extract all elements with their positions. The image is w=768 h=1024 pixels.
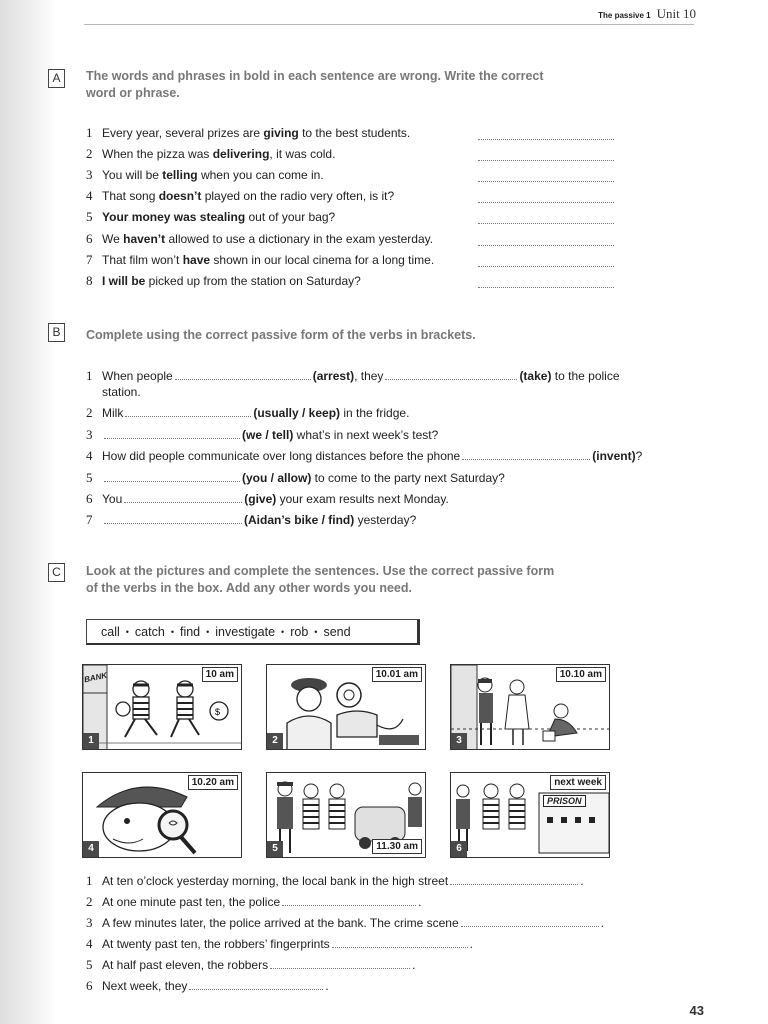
answer-gap[interactable] <box>462 450 590 460</box>
section-c-item-6 <box>86 979 329 993</box>
answer-gap[interactable] <box>189 980 323 990</box>
item-number: 1 <box>86 873 93 888</box>
answer-gap[interactable] <box>332 938 468 948</box>
item-number: 3 <box>86 167 93 182</box>
item-text: allowed to use a dictionary in the exam yesterday. <box>165 232 434 246</box>
answer-gap[interactable] <box>450 875 578 885</box>
section-a-rubric <box>86 68 626 102</box>
item-text: At twenty past ten, the robbers’ fingerprints <box>102 937 330 951</box>
item-text: picked up from the station on Saturday? <box>145 274 361 288</box>
answer-gap[interactable] <box>461 917 599 927</box>
picture-6-number: 6 <box>451 841 467 857</box>
item-text: . <box>325 979 329 993</box>
answer-gap[interactable] <box>175 370 311 380</box>
item-text: to the police <box>551 369 620 383</box>
section-b-badge: B <box>48 323 65 342</box>
item-number: 5 <box>86 957 93 972</box>
item-text: Milk <box>102 406 124 420</box>
section-c-item-4 <box>86 937 473 951</box>
picture-3-time: 10.10 am <box>556 667 606 682</box>
item-wrong-phrase: have <box>182 253 211 267</box>
section-c-rubric <box>86 563 626 597</box>
section-b-item-7 <box>86 513 416 527</box>
picture-6-prison <box>450 772 610 858</box>
section-c-item-2 <box>86 895 421 909</box>
item-text: , they <box>354 369 384 383</box>
answer-line[interactable] <box>478 181 614 182</box>
item-text: At half past eleven, the robbers <box>102 958 269 972</box>
item-text: At one minute past ten, the police <box>102 895 281 909</box>
item-text: When the pizza was <box>102 147 213 161</box>
item-number: 6 <box>86 491 93 506</box>
item-text: . <box>600 916 604 930</box>
word-box-word: call <box>101 624 120 639</box>
picture-1-number: 1 <box>83 733 99 749</box>
item-wrong-phrase: delivering <box>212 147 270 161</box>
item-text: You <box>102 492 123 506</box>
section-a-item-1 <box>86 126 410 140</box>
section-a-rubric-line1: The words and phrases in bold in each sentence are wrong. Write the correct <box>86 69 544 83</box>
item-text: . <box>580 874 584 888</box>
item-text: That film won’t <box>102 253 183 267</box>
item-text: out of your bag? <box>245 210 336 224</box>
item-text: When people <box>102 369 173 383</box>
item-wrong-phrase: giving <box>263 126 299 140</box>
item-number: 6 <box>86 231 93 246</box>
item-number: 5 <box>86 209 93 224</box>
item-number: 6 <box>86 978 93 993</box>
word-box-word: find <box>179 624 201 639</box>
item-text: At ten o’clock yesterday morning, the local bank in the high street <box>102 874 449 888</box>
item-text: . <box>469 937 474 951</box>
answer-gap[interactable] <box>104 514 242 524</box>
section-a-item-7 <box>86 253 434 267</box>
answer-gap[interactable] <box>282 896 416 906</box>
svg-text:$: $ <box>215 707 221 717</box>
running-head-topic: The passive 1 <box>598 11 651 20</box>
answer-gap[interactable] <box>385 370 517 380</box>
section-a-item-8 <box>86 274 361 288</box>
item-text: to come to the party next Saturday? <box>311 471 505 485</box>
section-a-item-2 <box>86 147 335 161</box>
picture-5-time: 11.30 am <box>372 839 422 854</box>
answer-line[interactable] <box>478 202 614 203</box>
answer-gap[interactable] <box>270 959 410 969</box>
word-separator: • <box>170 626 174 637</box>
picture-4-number: 4 <box>83 841 99 857</box>
item-number: 1 <box>86 368 93 383</box>
section-a-item-5 <box>86 210 335 224</box>
picture-3-crime-scene <box>450 664 610 750</box>
item-number: 5 <box>86 470 93 485</box>
section-c-badge: C <box>48 563 65 582</box>
section-a-item-3 <box>86 168 324 182</box>
item-number: 8 <box>86 273 93 288</box>
page-number: 43 <box>689 1003 704 1018</box>
running-head-unit: Unit 10 <box>656 6 696 21</box>
verb-prompt: (you / allow) <box>242 471 312 485</box>
item-number: 7 <box>86 512 93 527</box>
item-text: You will be <box>102 168 163 182</box>
running-head <box>598 6 696 22</box>
item-wrong-phrase: telling <box>162 168 198 182</box>
item-text: shown in our local cinema for a long time. <box>210 253 435 267</box>
item-number: 3 <box>86 915 93 930</box>
item-number: 7 <box>86 252 93 267</box>
section-c-item-3 <box>86 916 604 930</box>
section-b-rubric: Complete using the correct passive form of the verbs in brackets. <box>86 328 476 342</box>
picture-2-phone-call <box>266 664 426 750</box>
item-number: 3 <box>86 427 93 442</box>
item-number: 4 <box>86 936 93 951</box>
picture-3-number: 3 <box>451 733 467 749</box>
word-separator: • <box>206 626 210 637</box>
picture-6-time: next week <box>550 775 606 790</box>
item-wrong-phrase: haven’t <box>123 232 166 246</box>
item-text: to the best students. <box>298 126 411 140</box>
section-c-item-1 <box>86 874 584 888</box>
answer-line[interactable] <box>478 287 614 288</box>
section-a-badge: A <box>48 69 65 88</box>
section-b-item-5 <box>86 471 505 485</box>
section-b-item-4 <box>86 449 642 463</box>
section-a-item-6 <box>86 232 433 246</box>
item-wrong-phrase: doesn’t <box>158 189 202 203</box>
item-text: Next week, they <box>102 979 188 993</box>
item-text: That song <box>102 189 159 203</box>
item-text: in the fridge. <box>340 406 410 420</box>
answer-line[interactable] <box>478 223 614 224</box>
word-box-word: rob <box>290 624 309 639</box>
answer-line[interactable] <box>478 245 614 246</box>
item-number: 4 <box>86 188 93 203</box>
answer-line[interactable] <box>478 266 614 267</box>
verb-prompt: (Aidan’s bike / find) <box>244 513 355 527</box>
answer-line[interactable] <box>478 160 614 161</box>
section-b-item-1 <box>86 369 620 383</box>
prison-sign: PRISON <box>543 795 586 807</box>
item-text: We <box>102 232 124 246</box>
section-b-item-3 <box>86 428 438 442</box>
word-box-word: catch <box>134 624 165 639</box>
word-box <box>86 619 420 645</box>
section-a-item-4 <box>86 189 394 203</box>
picture-2-number: 2 <box>267 733 283 749</box>
word-separator: • <box>281 626 285 637</box>
picture-5-number: 5 <box>267 841 283 857</box>
header-rule <box>84 24 694 25</box>
picture-2-time: 10.01 am <box>372 667 422 682</box>
item-text: your exam results next Monday. <box>276 492 449 506</box>
item-text: , it was cold. <box>269 147 336 161</box>
item-text: ? <box>635 449 643 463</box>
section-a-rubric-line2: word or phrase. <box>86 86 180 100</box>
item-wrong-phrase: Your money was stealing <box>102 210 246 224</box>
section-c-rubric-line2: of the verbs in the box. Add any other words you need. <box>86 581 412 595</box>
item-text: A few minutes later, the police arrived at the bank. The crime scene <box>102 916 459 930</box>
item-text: Every year, several prizes are <box>102 126 264 140</box>
verb-prompt: (we / tell) <box>242 428 294 442</box>
picture-1-robbery <box>82 664 242 750</box>
item-text: yesterday? <box>354 513 417 527</box>
word-box-word: send <box>323 624 351 639</box>
bank-sign: BANK <box>83 670 108 685</box>
answer-gap[interactable] <box>104 429 240 439</box>
section-b-item-2 <box>86 406 409 420</box>
picture-1-time: 10 am <box>202 667 238 682</box>
verb-prompt: (give) <box>244 492 277 506</box>
section-c-rubric-line1: Look at the pictures and complete the sentences. Use the correct passive form <box>86 564 555 578</box>
verb-prompt: (arrest) <box>312 369 355 383</box>
item-number: 4 <box>86 448 93 463</box>
section-c-item-5 <box>86 958 415 972</box>
picture-4-fingerprints <box>82 772 242 858</box>
item-number: 2 <box>86 894 93 909</box>
word-separator: • <box>125 626 129 637</box>
word-separator: • <box>314 626 318 637</box>
item-text: . <box>412 958 416 972</box>
answer-line[interactable] <box>478 139 614 140</box>
verb-prompt: (take) <box>519 369 552 383</box>
verb-prompt: (invent) <box>592 449 636 463</box>
item-wrong-phrase: I will be <box>102 274 146 288</box>
item-text: How did people communicate over long distances before the phone <box>102 449 461 463</box>
word-box-word: investigate <box>215 624 276 639</box>
picture-5-arrest <box>266 772 426 858</box>
item-number: 2 <box>86 146 93 161</box>
picture-4-time: 10.20 am <box>188 775 238 790</box>
item-number: 2 <box>86 405 93 420</box>
answer-gap[interactable] <box>124 493 242 503</box>
section-b-item-6 <box>86 492 449 506</box>
verb-prompt: (usually / keep) <box>253 406 341 420</box>
answer-gap[interactable] <box>125 407 251 417</box>
item-text: . <box>418 895 422 909</box>
section-b-item-1-continued: station. <box>102 385 141 399</box>
item-text: when you can come in. <box>197 168 324 182</box>
item-text: what’s in next week’s test? <box>293 428 439 442</box>
item-number: 1 <box>86 125 93 140</box>
answer-gap[interactable] <box>104 472 240 482</box>
item-text: played on the radio very often, is it? <box>201 189 395 203</box>
